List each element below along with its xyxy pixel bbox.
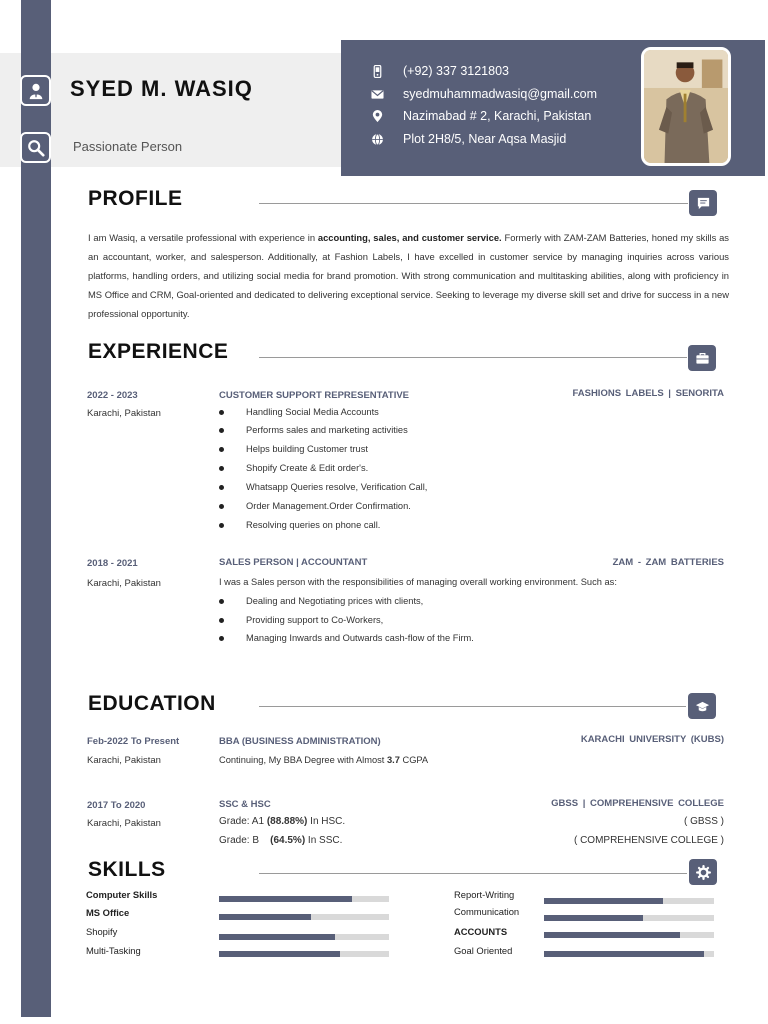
list-item: Managing Inwards and Outwards cash-flow of the Firm. — [219, 633, 474, 643]
edu-1-school: KARACHI UNIVERSITY (KUBS) — [580, 734, 724, 745]
job-2-location: Karachi, Pakistan — [87, 578, 161, 589]
edu-2-grade-hsc: Grade: A1 (88.88%) In HSC. — [219, 816, 346, 827]
list-item: Handling Social Media Accounts — [219, 407, 379, 417]
edu-1-location: Karachi, Pakistan — [87, 755, 161, 766]
skills-heading: SKILLS — [88, 858, 166, 881]
list-item: Dealing and Negotiating prices with clients, — [219, 596, 423, 606]
profile-heading: PROFILE — [88, 187, 183, 210]
list-item: Whatsapp Queries resolve, Verification Call, — [219, 482, 427, 492]
skills-rule — [259, 873, 687, 874]
edu-1-note: Continuing, My BBA Degree with Almost 3.7 CGPA — [219, 755, 429, 765]
skill-label: MS Office — [86, 907, 130, 918]
job-1-date: 2022 - 2023 — [87, 390, 138, 401]
skill-bar — [219, 914, 389, 920]
contact-address — [370, 107, 591, 125]
gear-icon — [689, 859, 717, 885]
skill-bar — [219, 951, 389, 957]
skill-bar — [219, 896, 389, 902]
edu-2-degree: SSC & HSC — [219, 799, 271, 810]
job-1-role: CUSTOMER SUPPORT REPRESENTATIVE — [219, 390, 410, 401]
job-2-role: SALES PERSON | ACCOUNTANT — [219, 557, 368, 568]
education-rule — [259, 706, 686, 707]
job-2-date: 2018 - 2021 — [87, 558, 138, 569]
graduation-cap-icon — [688, 693, 716, 719]
skill-bar-fill — [219, 896, 352, 902]
edu-2-location: Karachi, Pakistan — [87, 818, 161, 829]
edu-2-note-college: ( COMPREHENSIVE COLLEGE ) — [573, 835, 724, 846]
job-2-company: ZAM - ZAM BATTERIES — [612, 557, 724, 568]
contact-phone — [370, 62, 509, 80]
edu-2-grade-ssc: Grade: B (64.5%) In SSC. — [219, 835, 343, 846]
contact-plot — [370, 130, 566, 148]
plot-line: Plot 2H8/5, Near Aqsa Masjid — [403, 132, 567, 146]
list-item: Order Management.Order Confirmation. — [219, 501, 411, 511]
candidate-name: SYED M. WASIQ — [70, 76, 253, 101]
search-icon — [20, 132, 51, 163]
message-icon — [689, 190, 717, 216]
experience-heading: EXPERIENCE — [88, 340, 229, 363]
job-1-location: Karachi, Pakistan — [87, 408, 161, 419]
skill-bar-fill — [544, 951, 704, 957]
email-address[interactable]: syedmuhammadwasiq@gmail.com — [403, 87, 598, 101]
skill-bar — [544, 915, 714, 921]
briefcase-icon — [688, 345, 716, 371]
skill-label: Report-Writing — [454, 889, 515, 900]
skill-label: Communication — [454, 906, 520, 917]
list-item: Providing support to Co-Workers, — [219, 615, 383, 625]
skill-bar-fill — [219, 934, 335, 940]
profile-summary: I am Wasiq, a versatile professional with experience in accounting, sales, and customer service. Formerly with ZAM-ZAM Batteries, honed my skills as an accountant, worker, and salesperson. Additionally, at Fashion Labels, I have excelled in customer service by managing inquiries across various platforms, handling orders, and utilizing social media for brand promotion. With strong communication and multitasking abilities, along with proficiency in MS Office and CRM, Goal-oriented and dedicated to delivering exceptional service. Seeking to leverage my diverse skill set and drive for success in a new professional opportunity. — [88, 232, 729, 319]
email-icon — [370, 87, 384, 101]
skill-bar-fill — [544, 932, 680, 938]
list-item: Performs sales and marketing activities — [219, 425, 408, 435]
skill-label: Goal Oriented — [454, 945, 513, 956]
list-item: Shopify Create & Edit order's. — [219, 463, 368, 473]
skill-label: Shopify — [86, 926, 118, 937]
skill-bar-fill — [544, 898, 663, 904]
skill-bar — [219, 934, 389, 940]
edu-1-date: Feb-2022 To Present — [87, 736, 180, 747]
skill-bar — [544, 898, 714, 904]
skill-bar-fill — [219, 951, 340, 957]
list-item: Resolving queries on phone call. — [219, 520, 380, 530]
skill-bar — [544, 932, 714, 938]
edu-2-note-gbss: ( GBSS ) — [683, 816, 724, 827]
phone-icon — [370, 64, 384, 78]
phone-number[interactable]: (+92) 337 3121803 — [403, 64, 509, 78]
edu-1-degree: BBA (BUSINESS ADMINISTRATION) — [219, 736, 381, 747]
tagline: Passionate Person — [73, 139, 183, 154]
location-icon — [370, 109, 384, 123]
skill-bar — [544, 951, 714, 957]
skill-bar-fill — [219, 914, 311, 920]
globe-icon — [370, 132, 384, 146]
contact-email — [370, 85, 597, 103]
skill-label: ACCOUNTS — [454, 926, 508, 937]
job-1-company: FASHIONS LABELS | SENORITA — [572, 388, 724, 399]
list-item: Helps building Customer trust — [219, 444, 368, 454]
experience-rule — [259, 357, 687, 358]
skill-label: Multi-Tasking — [86, 945, 141, 956]
skill-label: Computer Skills — [86, 889, 158, 900]
job-2-intro: I was a Sales person with the responsibilities of managing overall working environment. Such as: — [219, 577, 617, 587]
edu-2-school: GBSS | COMPREHENSIVE COLLEGE — [551, 798, 724, 809]
address-line: Nazimabad # 2, Karachi, Pakistan — [403, 109, 592, 123]
education-heading: EDUCATION — [88, 692, 216, 715]
user-icon — [20, 75, 51, 106]
profile-photo — [641, 47, 731, 166]
skill-bar-fill — [544, 915, 643, 921]
edu-2-date: 2017 To 2020 — [87, 800, 146, 811]
profile-rule — [259, 203, 688, 204]
